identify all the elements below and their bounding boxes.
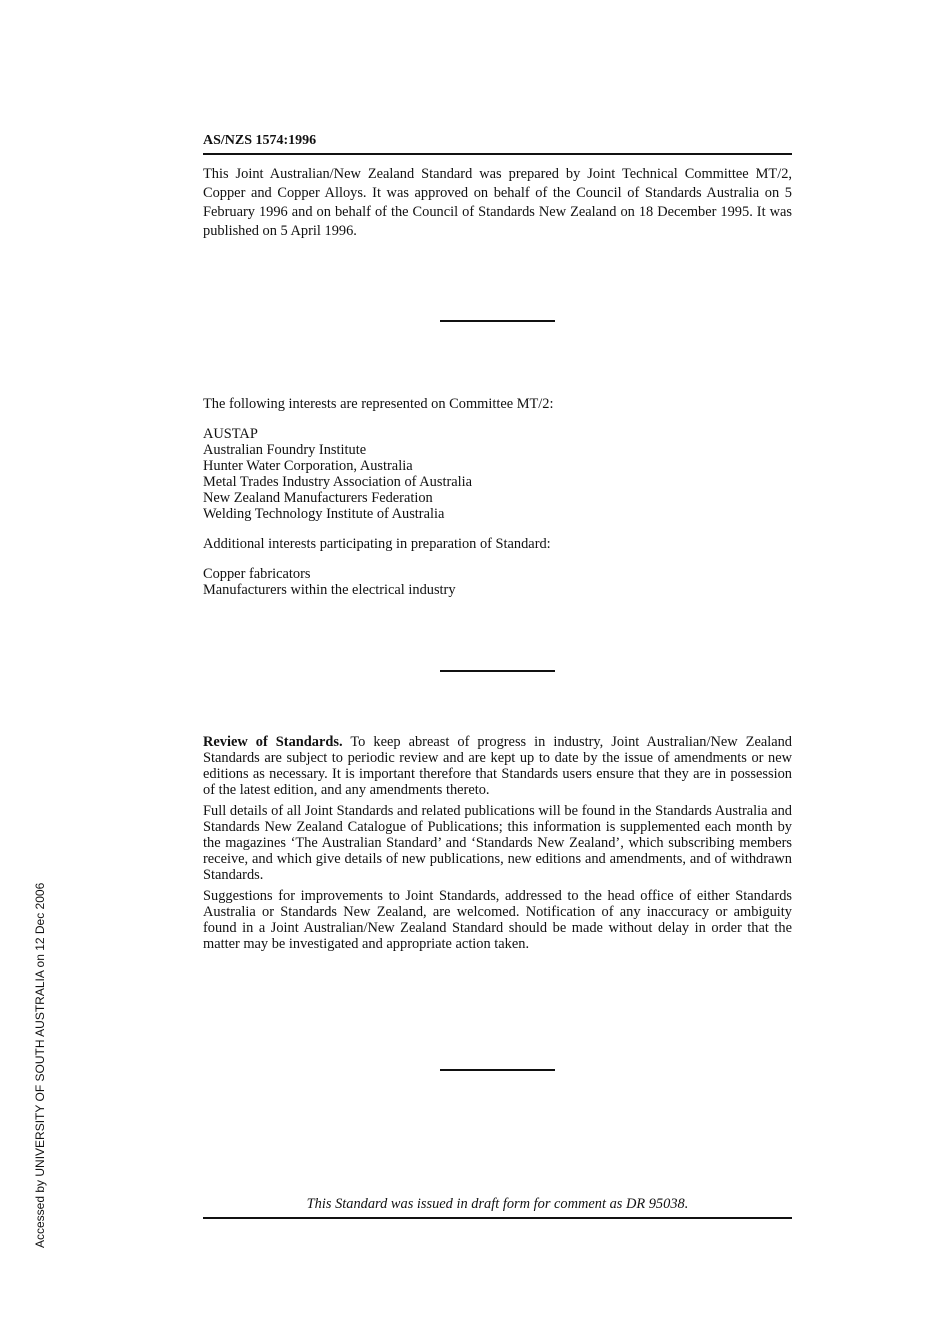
list-item: Welding Technology Institute of Australia xyxy=(203,506,445,522)
footer-rule xyxy=(203,1217,792,1219)
additional-interests-list xyxy=(203,566,792,598)
standard-number: AS/NZS 1574:1996 xyxy=(203,133,317,148)
section-divider-3 xyxy=(440,1069,555,1071)
review-heading: Review of Standards. xyxy=(203,734,343,750)
additional-interests-lead: Additional interests participating in preparation of Standard: xyxy=(203,536,551,552)
list-item: Copper fabricators xyxy=(203,566,311,582)
intro-paragraph: This Joint Australian/New Zealand Standard was prepared by Joint Technical Committee MT/2, Copper and Copper Alloys. It was approved on behalf of the Council of Standards Australia on 5 February 1996 and on behalf of the Council of Standards New Zealand on 18 December 1995. It was published on 5 April 1996. xyxy=(203,166,792,239)
access-watermark: Accessed by UNIVERSITY OF SOUTH AUSTRALIA on 12 Dec 2006 xyxy=(33,882,47,1248)
list-item: AUSTAP xyxy=(203,426,258,442)
committee-lead: The following interests are represented on Committee MT/2: xyxy=(203,396,554,412)
section-divider-2 xyxy=(440,670,555,672)
list-item: Australian Foundry Institute xyxy=(203,442,367,458)
list-item: New Zealand Manufacturers Federation xyxy=(203,490,433,506)
review-paragraph-1 xyxy=(203,734,792,798)
committee-section xyxy=(203,396,792,612)
review-paragraph-3: Suggestions for improvements to Joint Standards, addressed to the head office of either Standards Australia or Standards New Zealand, are welcomed. Notification of any inaccuracy or ambiguity found in a Joint Australian/New Zealand Standard should be made without delay in order that the matter may be investigated and appropriate action taken. xyxy=(203,888,792,952)
review-paragraph-2: Full details of all Joint Standards and related publications will be found in the Standards Australia and Standards New Zealand Catalogue of Publications; this information is supplemented each month by the magazines ‘The Australian Standard’ and ‘Standards New Zealand’, which subscribing members receive, and which give details of new publications, new editions and amendments, and of withdrawn Standards. xyxy=(203,803,792,883)
section-divider-1 xyxy=(440,320,555,322)
draft-note: This Standard was issued in draft form for comment as DR 95038. xyxy=(306,1196,689,1212)
review-section xyxy=(203,734,792,957)
list-item: Hunter Water Corporation, Australia xyxy=(203,458,413,474)
review-text-1: To keep abreast of progress in industry, Joint Australian/New Zealand Standards are subject to periodic review and are kept up to date by the issue of amendments or new editions as necessary. It is important therefore that Standards users ensure that they are in possession of the latest edition, and any amendments thereto. xyxy=(203,734,792,798)
header-rule xyxy=(203,153,792,155)
list-item: Metal Trades Industry Association of Australia xyxy=(203,474,473,490)
committee-member-list xyxy=(203,426,792,522)
list-item: Manufacturers within the electrical industry xyxy=(203,582,456,598)
